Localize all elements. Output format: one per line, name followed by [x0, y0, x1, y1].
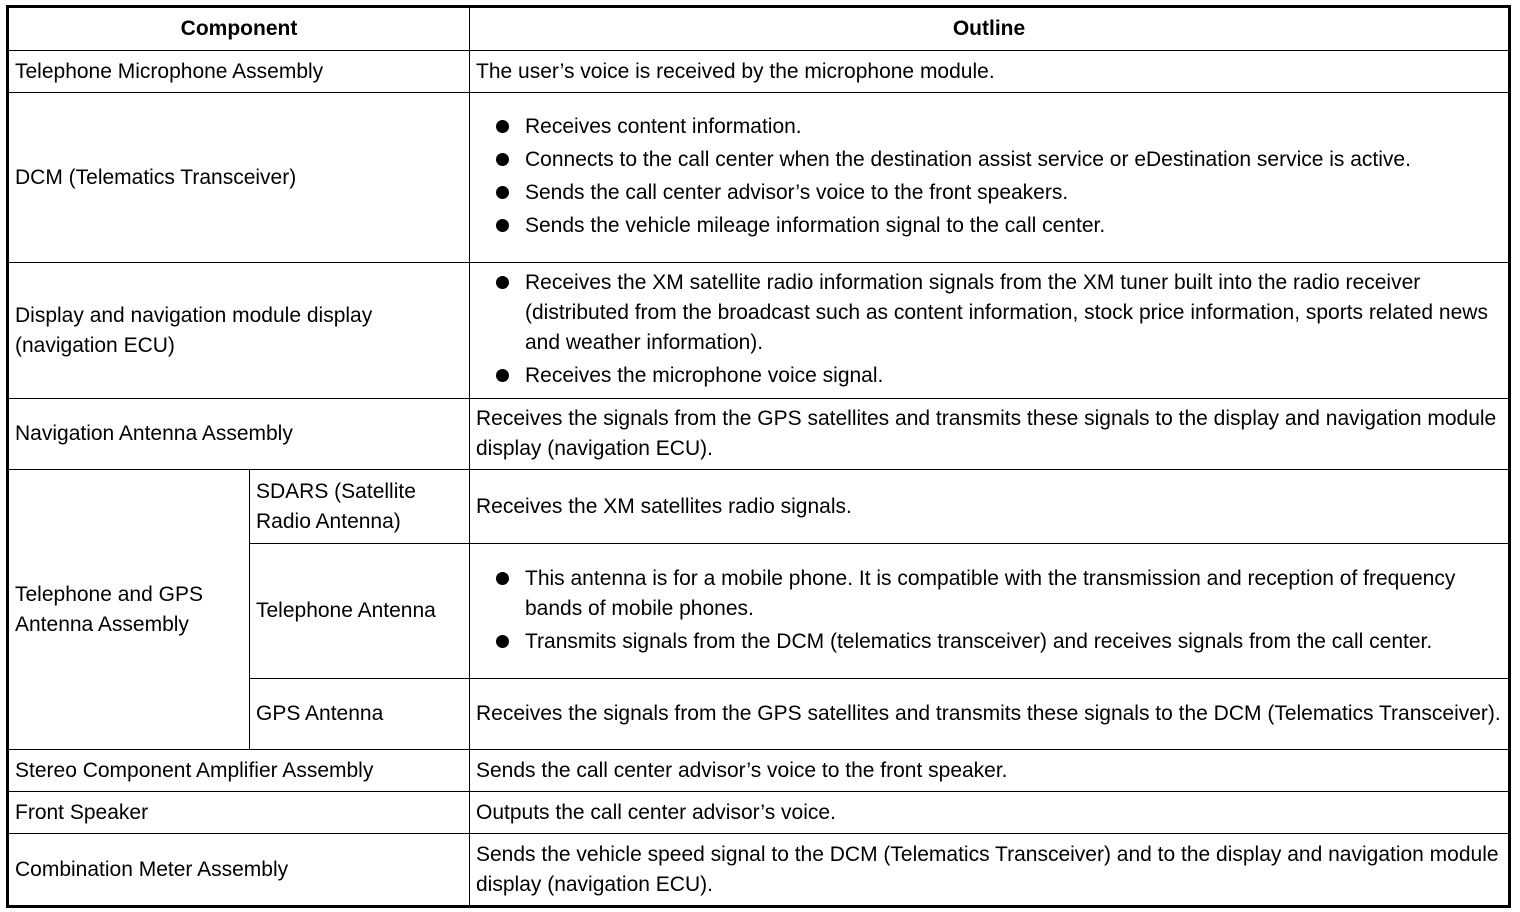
table-row — [8, 834, 1510, 907]
list-item: Receives the XM satellite radio information signals from the XM tuner built into the radio receiver (distributed from the broadcast such as content information, stock price information, sports related news and weather information). — [476, 268, 1502, 358]
sub-component-cell: SDARS (Satellite Radio Antenna) — [250, 470, 470, 544]
bullet-icon — [496, 276, 509, 289]
outline-cell: Outputs the call center advisor’s voice. — [470, 792, 1510, 834]
component-header: Component — [8, 7, 470, 51]
component-cell: Combination Meter Assembly — [8, 834, 470, 907]
outline-cell: Receives the signals from the GPS satellites and transmits these signals to the DCM (Telematics Transceiver). — [470, 679, 1510, 750]
table-row — [8, 263, 1510, 399]
component-cell: Front Speaker — [8, 792, 470, 834]
table-row — [8, 750, 1510, 792]
outline-header: Outline — [470, 7, 1510, 51]
table-row — [8, 93, 1510, 263]
list-item: Sends the vehicle mileage information signal to the call center. — [476, 211, 1502, 241]
bullet-icon — [496, 153, 509, 166]
outline-cell — [470, 263, 1510, 399]
table-row — [8, 399, 1510, 470]
bullet-list — [476, 112, 1502, 241]
component-outline-table — [6, 5, 1511, 908]
list-item: Receives the microphone voice signal. — [476, 361, 1502, 391]
outline-cell — [470, 544, 1510, 679]
list-item: Sends the call center advisor’s voice to the front speakers. — [476, 178, 1502, 208]
outline-cell: The user’s voice is received by the microphone module. — [470, 51, 1510, 93]
table-row — [8, 470, 1510, 544]
outline-cell: Sends the vehicle speed signal to the DCM (Telematics Transceiver) and to the display and navigation module display (navigation ECU). — [470, 834, 1510, 907]
list-item: This antenna is for a mobile phone. It is compatible with the transmission and reception of frequency bands of mobile phones. — [476, 564, 1502, 624]
component-cell: DCM (Telematics Transceiver) — [8, 93, 470, 263]
outline-cell: Sends the call center advisor’s voice to the front speaker. — [470, 750, 1510, 792]
bullet-icon — [496, 369, 509, 382]
sub-component-cell: Telephone Antenna — [250, 544, 470, 679]
bullet-list — [476, 268, 1502, 391]
table-row — [8, 51, 1510, 93]
bullet-icon — [496, 219, 509, 232]
bullet-icon — [496, 120, 509, 133]
outline-cell: Receives the signals from the GPS satellites and transmits these signals to the display and navigation module display (navigation ECU). — [470, 399, 1510, 470]
sub-component-cell: GPS Antenna — [250, 679, 470, 750]
list-item: Transmits signals from the DCM (telematics transceiver) and receives signals from the call center. — [476, 627, 1502, 657]
component-cell: Navigation Antenna Assembly — [8, 399, 470, 470]
component-cell: Stereo Component Amplifier Assembly — [8, 750, 470, 792]
component-cell: Display and navigation module display (navigation ECU) — [8, 263, 470, 399]
component-cell: Telephone and GPS Antenna Assembly — [8, 470, 250, 750]
bullet-icon — [496, 635, 509, 648]
list-item: Connects to the call center when the destination assist service or eDestination service is active. — [476, 145, 1502, 175]
table-row — [8, 792, 1510, 834]
header-row — [8, 7, 1510, 51]
bullet-icon — [496, 572, 509, 585]
list-item: Receives content information. — [476, 112, 1502, 142]
component-cell: Telephone Microphone Assembly — [8, 51, 470, 93]
outline-cell: Receives the XM satellites radio signals. — [470, 470, 1510, 544]
outline-cell — [470, 93, 1510, 263]
bullet-icon — [496, 186, 509, 199]
bullet-list — [476, 564, 1502, 657]
